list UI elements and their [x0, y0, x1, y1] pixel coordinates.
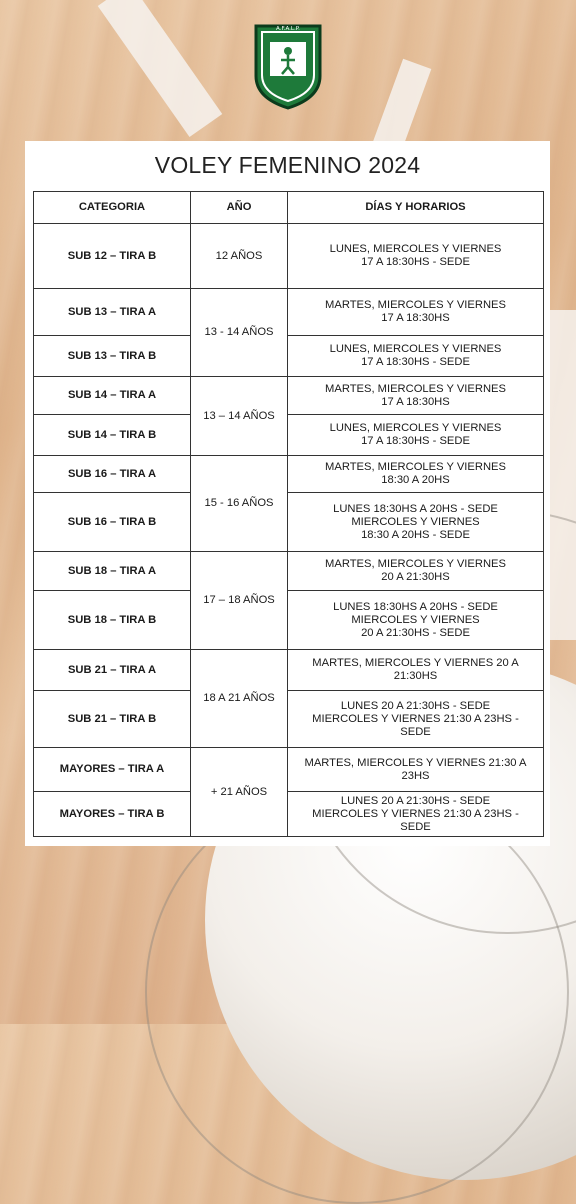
- table-row: [34, 591, 544, 650]
- table-row: [34, 456, 544, 493]
- year-cell: 13 - 14 AÑOS: [191, 289, 288, 377]
- header-anio: AÑO: [191, 192, 288, 224]
- category-cell: SUB 18 – TIRA A: [34, 552, 191, 591]
- header-categoria: CATEGORIA: [34, 192, 191, 224]
- schedule-cell: MARTES, MIERCOLES Y VIERNES 20 A 21:30HS: [288, 650, 544, 691]
- category-cell: SUB 21 – TIRA A: [34, 650, 191, 691]
- category-cell: SUB 13 – TIRA B: [34, 336, 191, 377]
- court-line: [98, 0, 223, 137]
- schedule-cell: MARTES, MIERCOLES Y VIERNES 17 A 18:30HS: [288, 289, 544, 336]
- category-cell: MAYORES – TIRA A: [34, 748, 191, 792]
- schedule-cell: MARTES, MIERCOLES Y VIERNES 18:30 A 20HS: [288, 456, 544, 493]
- category-cell: SUB 14 – TIRA B: [34, 415, 191, 456]
- year-cell: 12 AÑOS: [191, 224, 288, 289]
- schedule-table: [33, 191, 544, 837]
- table-row: [34, 224, 544, 289]
- year-cell: 18 A 21 AÑOS: [191, 650, 288, 748]
- category-cell: SUB 21 – TIRA B: [34, 691, 191, 748]
- category-cell: SUB 16 – TIRA B: [34, 493, 191, 552]
- header-dias: DÍAS Y HORARIOS: [288, 192, 544, 224]
- table-row: [34, 336, 544, 377]
- schedule-cell: LUNES, MIERCOLES Y VIERNES 17 A 18:30HS - SEDE: [288, 224, 544, 289]
- schedule-cell: MARTES, MIERCOLES Y VIERNES 21:30 A 23HS: [288, 748, 544, 792]
- category-cell: SUB 13 – TIRA A: [34, 289, 191, 336]
- table-row: [34, 691, 544, 748]
- schedule-cell: LUNES, MIERCOLES Y VIERNES 17 A 18:30HS - SEDE: [288, 415, 544, 456]
- table-row: [34, 792, 544, 837]
- schedule-cell: LUNES 18:30HS A 20HS - SEDE MIERCOLES Y VIERNES 20 A 21:30HS - SEDE: [288, 591, 544, 650]
- category-cell: SUB 14 – TIRA A: [34, 377, 191, 415]
- schedule-cell: MARTES, MIERCOLES Y VIERNES 17 A 18:30HS: [288, 377, 544, 415]
- schedule-cell: LUNES 20 A 21:30HS - SEDE MIERCOLES Y VIERNES 21:30 A 23HS - SEDE: [288, 691, 544, 748]
- schedule-card: [25, 141, 550, 846]
- category-cell: SUB 12 – TIRA B: [34, 224, 191, 289]
- category-cell: SUB 16 – TIRA A: [34, 456, 191, 493]
- table-row: [34, 415, 544, 456]
- page-title: VOLEY FEMENINO 2024: [154, 152, 421, 178]
- table-header-row: [34, 192, 544, 224]
- table-row: [34, 552, 544, 591]
- year-cell: 15 - 16 AÑOS: [191, 456, 288, 552]
- logo-text: A.F.A.L.P.: [276, 26, 300, 32]
- table-row: [34, 748, 544, 792]
- schedule-cell: LUNES 18:30HS A 20HS - SEDE MIERCOLES Y VIERNES 18:30 A 20HS - SEDE: [288, 493, 544, 552]
- year-cell: 13 – 14 AÑOS: [191, 377, 288, 456]
- category-cell: MAYORES – TIRA B: [34, 792, 191, 837]
- schedule-cell: LUNES, MIERCOLES Y VIERNES 17 A 18:30HS - SEDE: [288, 336, 544, 377]
- table-row: [34, 289, 544, 336]
- schedule-cell: MARTES, MIERCOLES Y VIERNES 20 A 21:30HS: [288, 552, 544, 591]
- schedule-cell: LUNES 20 A 21:30HS - SEDE MIERCOLES Y VIERNES 21:30 A 23HS - SEDE: [288, 792, 544, 837]
- table-row: [34, 493, 544, 552]
- table-row: [34, 650, 544, 691]
- year-cell: 17 – 18 AÑOS: [191, 552, 288, 650]
- club-logo: [248, 20, 328, 112]
- category-cell: SUB 18 – TIRA B: [34, 591, 191, 650]
- year-cell: + 21 AÑOS: [191, 748, 288, 837]
- table-row: [34, 377, 544, 415]
